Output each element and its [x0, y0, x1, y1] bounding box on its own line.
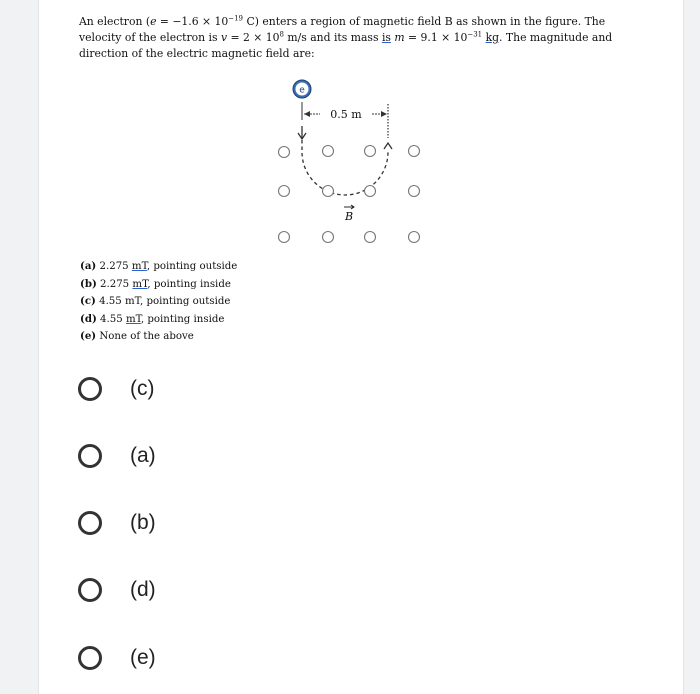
answer-list [80, 258, 237, 346]
answer-item: (b) 2.275 mT, pointing inside [80, 277, 231, 290]
answer-item-label: (d) [80, 312, 97, 325]
magnetic-field-figure [268, 76, 438, 250]
answer-item-label: (a) [80, 260, 97, 272]
radio-button-icon[interactable] [78, 511, 102, 535]
option-c[interactable] [78, 372, 278, 406]
field-label: B [344, 210, 354, 223]
electron-label: e [299, 85, 305, 96]
answer-item: (d) 4.55 mT, pointing inside [80, 312, 225, 325]
answer-item: (a) 2.275 mT, pointing outside [80, 260, 238, 272]
answer-item: (e) None of the above [80, 330, 194, 342]
option-label: (b) [130, 511, 156, 534]
answer-item-label: (c) [80, 295, 96, 307]
question-text: An electron ($e = -1.6 \times 10^{-19}$ C) enters a region of magnetic field B as shown in the figure. The velocity of the electron is $v = 2 \times 10^8$ m/s and its mass is $m = 9.1 \times 10^{-31}$ kg. The magnitude and direction of the electric magnetic field are: [79, 14, 613, 60]
option-label: (d) [130, 578, 156, 601]
option-d[interactable] [78, 573, 278, 607]
option-a[interactable] [78, 439, 278, 473]
option-b[interactable] [78, 506, 278, 540]
field-markers [279, 146, 420, 243]
radio-button-icon[interactable] [78, 377, 102, 401]
option-e[interactable] [78, 641, 278, 675]
option-label: (a) [130, 444, 156, 467]
option-label: (e) [130, 646, 156, 669]
distance-label: 0.5 m [330, 108, 362, 121]
radio-button-icon[interactable] [78, 646, 102, 670]
answer-item-label: (b) [80, 277, 97, 290]
option-label: (c) [130, 377, 155, 400]
answer-item-label: (e) [80, 330, 97, 342]
radio-button-icon[interactable] [78, 578, 102, 602]
answer-item: (c) 4.55 mT, pointing outside [80, 295, 231, 307]
radio-button-icon[interactable] [78, 444, 102, 468]
